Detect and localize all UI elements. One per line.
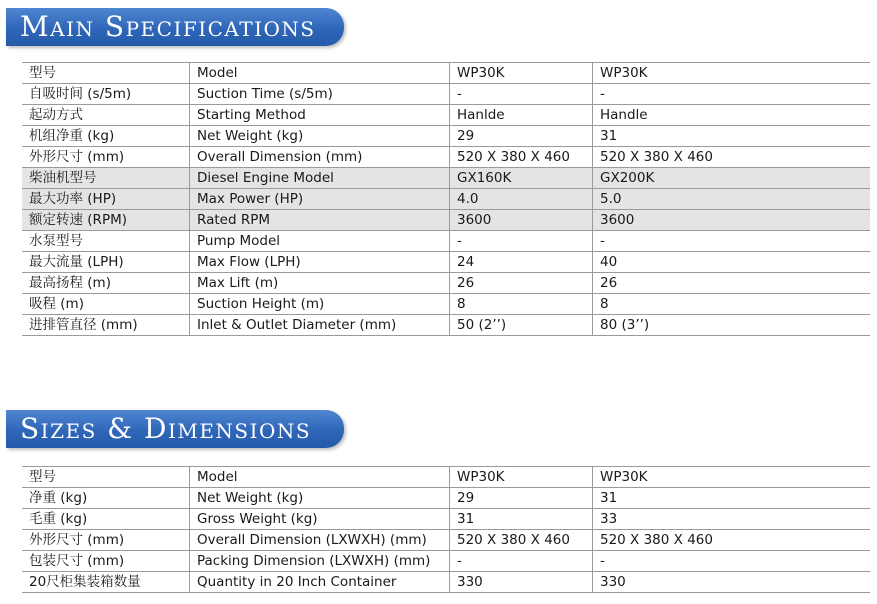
value-cell-1: - [450,84,593,105]
value-cell-2: 330 [593,572,871,593]
value-cell-2: - [593,84,871,105]
english-label-cell: Max Power (HP) [190,189,450,210]
value-cell-2: 40 [593,252,871,273]
table-row [22,63,870,84]
chinese-label-cell: 型号 [22,467,190,488]
chinese-label-cell: 柴油机型号 [22,168,190,189]
value-cell-1: 8 [450,294,593,315]
table-row [22,572,870,593]
chinese-label-cell: 最高扬程 (m) [22,273,190,294]
english-label-cell: Diesel Engine Model [190,168,450,189]
value-cell-2: Handle [593,105,871,126]
value-cell-2: 5.0 [593,189,871,210]
chinese-label-cell: 最大功率 (HP) [22,189,190,210]
english-label-cell: Net Weight (kg) [190,488,450,509]
english-label-cell: Suction Time (s/5m) [190,84,450,105]
english-label-cell: Inlet & Outlet Diameter (mm) [190,315,450,336]
table-row [22,168,870,189]
table-row [22,231,870,252]
english-label-cell: Max Lift (m) [190,273,450,294]
value-cell-2: 26 [593,273,871,294]
value-cell-1: 3600 [450,210,593,231]
value-cell-2: 31 [593,488,871,509]
english-label-cell: Pump Model [190,231,450,252]
value-cell-1: 520 X 380 X 460 [450,530,593,551]
table-row [22,105,870,126]
english-label-cell: Packing Dimension (LXWXH) (mm) [190,551,450,572]
chinese-label-cell: 20尺柜集装箱数量 [22,572,190,593]
chinese-label-cell: 吸程 (m) [22,294,190,315]
chinese-label-cell: 起动方式 [22,105,190,126]
english-label-cell: Net Weight (kg) [190,126,450,147]
chinese-label-cell: 自吸时间 (s/5m) [22,84,190,105]
value-cell-1: 31 [450,509,593,530]
value-cell-1: - [450,551,593,572]
sizes-dimensions-table [22,466,870,593]
chinese-label-cell: 机组净重 (kg) [22,126,190,147]
english-label-cell: Starting Method [190,105,450,126]
value-cell-2: GX200K [593,168,871,189]
table-row [22,84,870,105]
main-specifications-heading: Main Specifications [6,8,344,46]
table-row [22,315,870,336]
value-cell-2: 520 X 380 X 460 [593,530,871,551]
english-label-cell: Model [190,63,450,84]
table-row [22,189,870,210]
value-cell-1: WP30K [450,63,593,84]
value-cell-1: GX160K [450,168,593,189]
chinese-label-cell: 进排管直径 (mm) [22,315,190,336]
value-cell-2: 33 [593,509,871,530]
table-row [22,467,870,488]
value-cell-1: 50 (2’’) [450,315,593,336]
english-label-cell: Model [190,467,450,488]
table-row [22,551,870,572]
chinese-label-cell: 最大流量 (LPH) [22,252,190,273]
value-cell-2: 520 X 380 X 460 [593,147,871,168]
table-row [22,210,870,231]
value-cell-1: 26 [450,273,593,294]
sizes-dimensions-heading: Sizes & Dimensions [6,410,344,448]
english-label-cell: Overall Dimension (mm) [190,147,450,168]
value-cell-2: 3600 [593,210,871,231]
english-label-cell: Rated RPM [190,210,450,231]
table-row [22,294,870,315]
value-cell-2: 31 [593,126,871,147]
table-row [22,147,870,168]
table-row [22,530,870,551]
english-label-cell: Gross Weight (kg) [190,509,450,530]
english-label-cell: Overall Dimension (LXWXH) (mm) [190,530,450,551]
value-cell-1: 520 X 380 X 460 [450,147,593,168]
value-cell-1: - [450,231,593,252]
table-row [22,273,870,294]
value-cell-1: 29 [450,126,593,147]
value-cell-1: 24 [450,252,593,273]
english-label-cell: Quantity in 20 Inch Container [190,572,450,593]
chinese-label-cell: 额定转速 (RPM) [22,210,190,231]
chinese-label-cell: 型号 [22,63,190,84]
chinese-label-cell: 水泵型号 [22,231,190,252]
value-cell-1: 29 [450,488,593,509]
english-label-cell: Max Flow (LPH) [190,252,450,273]
value-cell-2: - [593,231,871,252]
value-cell-2: 80 (3’’) [593,315,871,336]
value-cell-1: WP30K [450,467,593,488]
chinese-label-cell: 外形尺寸 (mm) [22,147,190,168]
value-cell-2: 8 [593,294,871,315]
chinese-label-cell: 包装尺寸 (mm) [22,551,190,572]
table-row [22,488,870,509]
english-label-cell: Suction Height (m) [190,294,450,315]
chinese-label-cell: 外形尺寸 (mm) [22,530,190,551]
chinese-label-cell: 毛重 (kg) [22,509,190,530]
table-row [22,509,870,530]
table-row [22,252,870,273]
value-cell-1: Hanlde [450,105,593,126]
chinese-label-cell: 净重 (kg) [22,488,190,509]
main-specifications-table [22,62,870,336]
table-row [22,126,870,147]
value-cell-1: 330 [450,572,593,593]
value-cell-1: 4.0 [450,189,593,210]
value-cell-2: - [593,551,871,572]
value-cell-2: WP30K [593,63,871,84]
value-cell-2: WP30K [593,467,871,488]
